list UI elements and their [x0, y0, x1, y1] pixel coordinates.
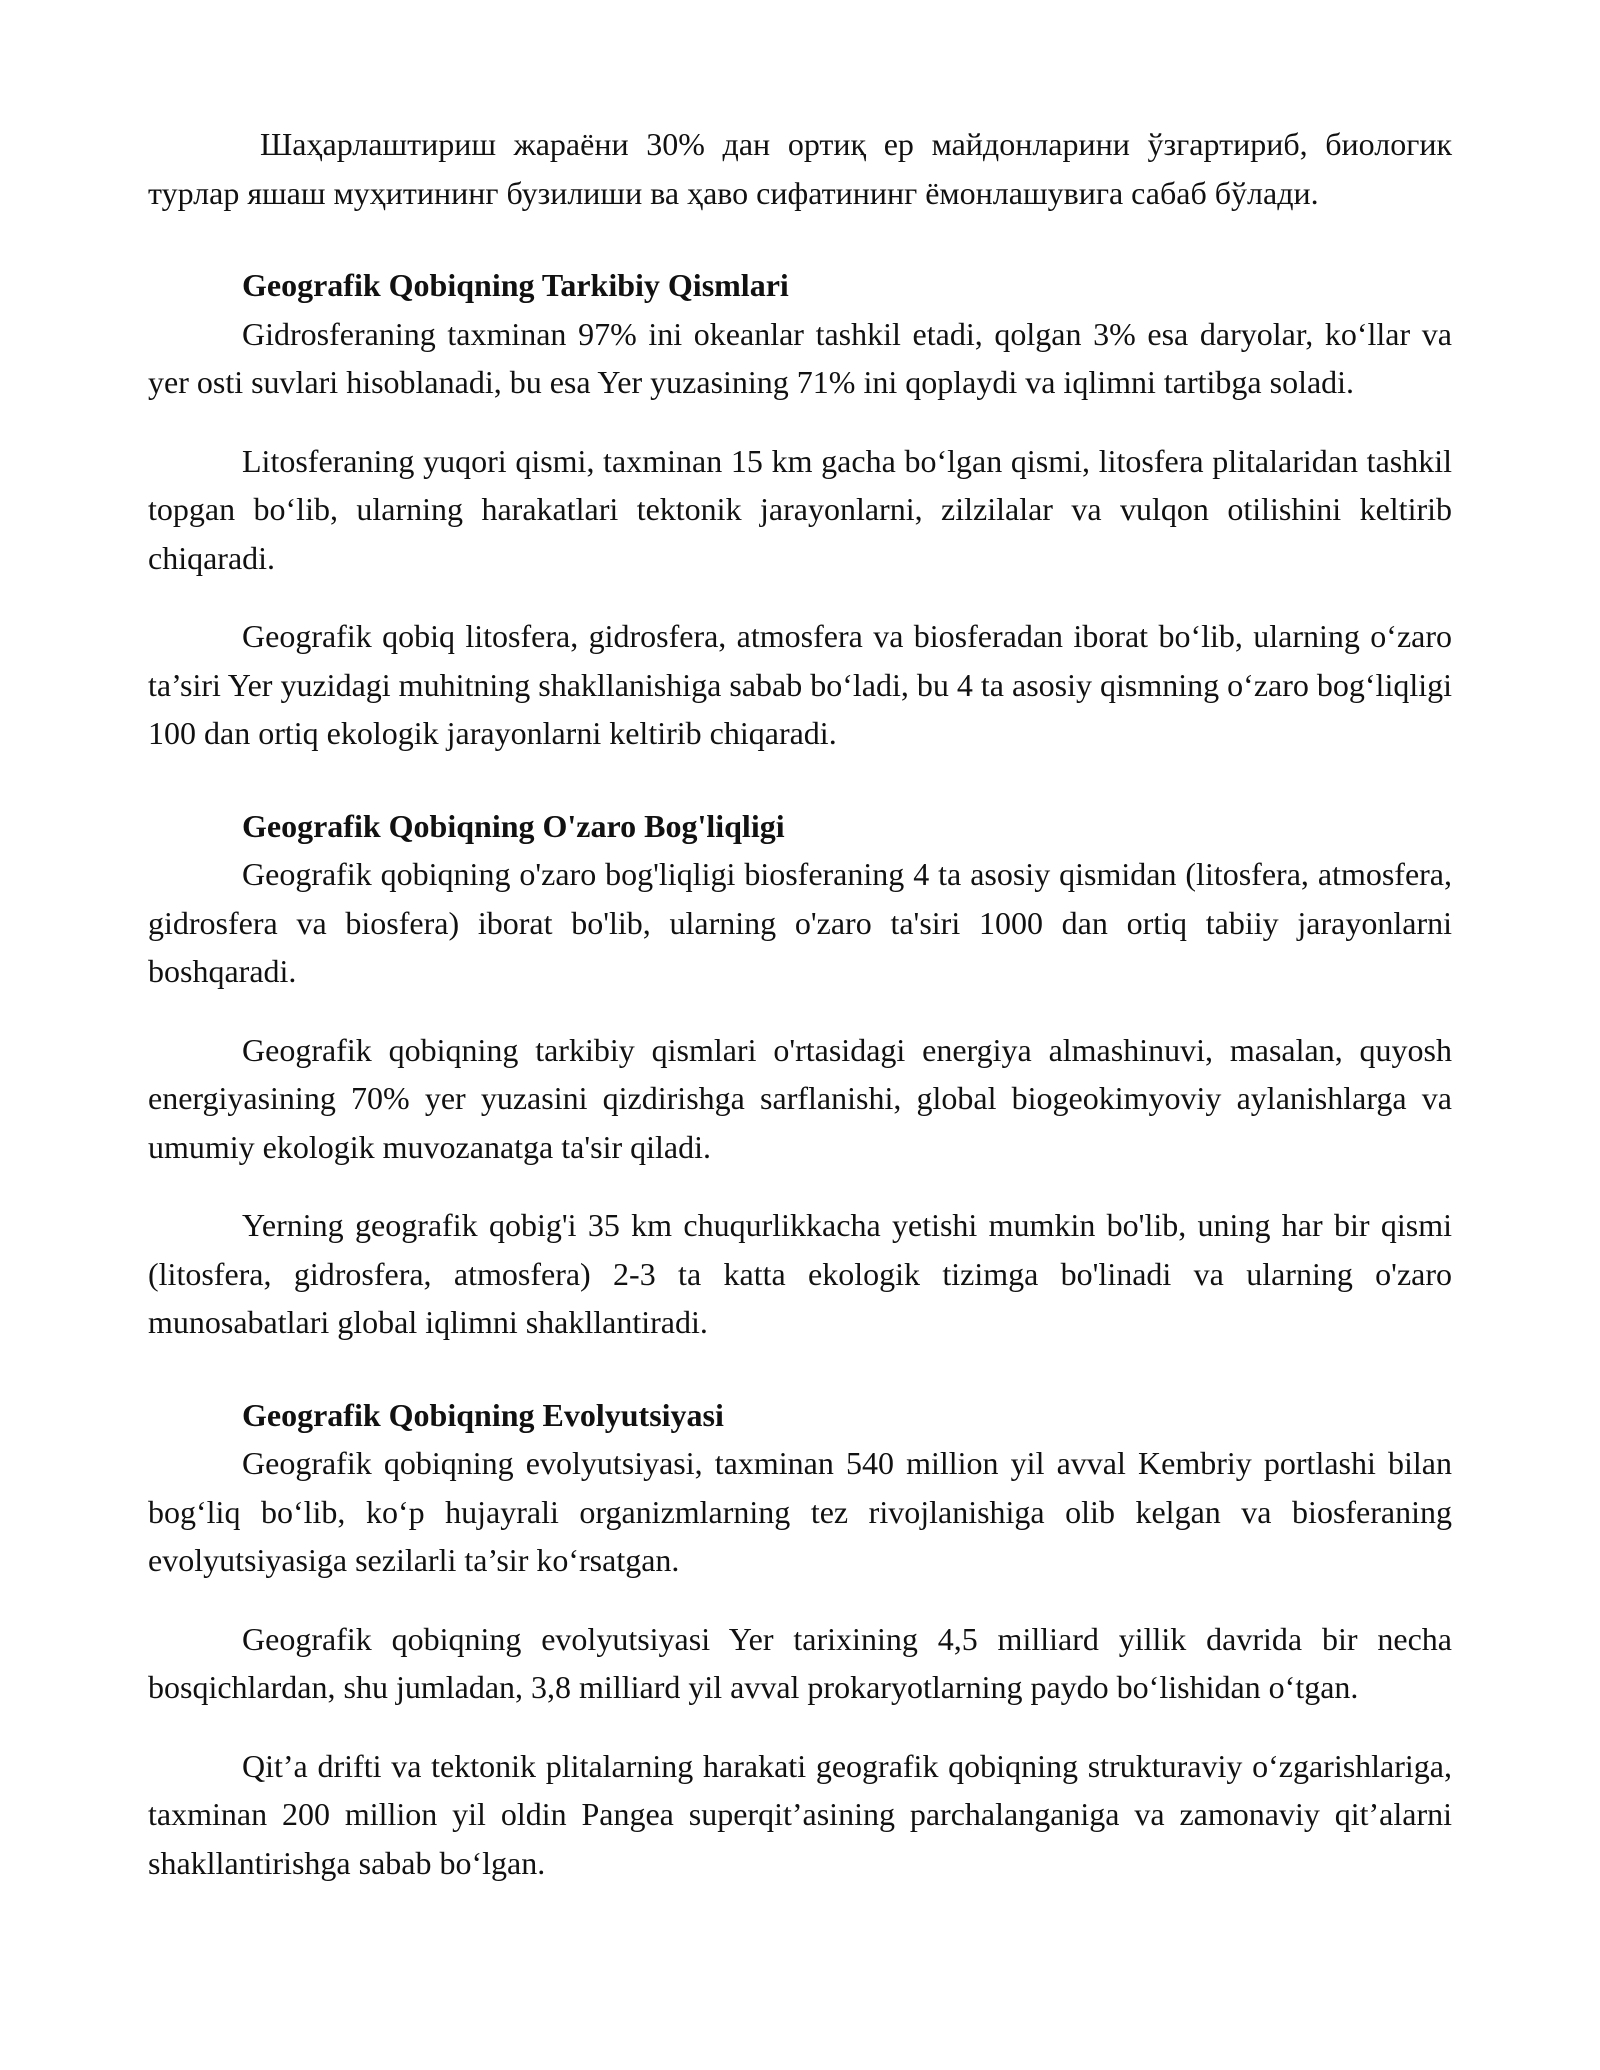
document-body [148, 120, 1452, 1887]
paragraph-kembriy-portlashi: Geografik qobiqning evolyutsiyasi, taxminan 540 million yil avval Kembriy portlashi bilan bog‘liq bo‘lib, ko‘p hujayrali organizmlarning tez rivojlanishiga olib kelgan va biosferaning evolyutsiyasiga sezilarli ta’sir ko‘rsatgan. [148, 1445, 1452, 1578]
section-heading-tarkibiy-qismlari: Geografik Qobiqning Tarkibiy Qismlari [242, 267, 789, 303]
paragraph-geografik-qobiq: Geografik qobiq litosfera, gidrosfera, atmosfera va biosferadan iborat bo‘lib, ularning o‘zaro ta’siri Yer yuzidagi muhitning shakllanishiga sabab bo‘ladi, bu 4 ta asosiy qismning o‘zaro bog‘liqligi 100 dan ortiq ekologik jarayonlarni keltirib chiqaradi. [148, 618, 1452, 751]
paragraph-ozaro-bogliqligi: Geografik qobiqning o'zaro bog'liqligi biosferaning 4 ta asosiy qismidan (litosfera, atmosfera, gidrosfera va biosfera) iborat bo'lib, ularning o'zaro ta'siri 1000 dan ortiq tabiiy jarayonlarni boshqaradi. [148, 856, 1452, 989]
paragraph-geografik-qobig-chuqurligi: Yerning geografik qobig'i 35 km chuqurlikkacha yetishi mumkin bo'lib, uning har bir qismi (litosfera, gidrosfera, atmosfera) 2-3 ta katta ekologik tizimga bo'linadi va ularning o'zaro munosabatlari global iqlimni shakllantiradi. [148, 1207, 1452, 1340]
paragraph-qita-drifti: Qit’a drifti va tektonik plitalarning harakati geografik qobiqning strukturaviy o‘zgarishlariga, taxminan 200 million yil oldin Pangea superqit’asining parchalanganiga va zamonaviy qit’alarni shakllantirishga sabab bo‘lgan. [148, 1747, 1452, 1881]
intro-paragraph: Шаҳарлаштириш жараёни 30% дан ортиқ ер майдонларини ўзгартириб, биологик турлар яшаш муҳитининг бузилиши ва ҳаво сифатининг ёмонлашувига сабаб бўлади. [148, 126, 1452, 211]
paragraph-energiya-almashinuvi: Geografik qobiqning tarkibiy qismlari o'rtasidagi energiya almashinuvi, masalan, quyosh energiyasining 70% yer yuzasini qizdirishga sarflanishi, global biogeokimyoviy aylanishlarga va umumiy ekologik muvozanatga ta'sir qiladi. [148, 1031, 1452, 1165]
section-heading-ozaro-bogliqligi: Geografik Qobiqning O'zaro Bog'liqligi [242, 807, 785, 844]
paragraph-gidrosfera: Gidrosferaning taxminan 97% ini okeanlar tashkil etadi, qolgan 3% esa daryolar, ko‘llar va yer osti suvlari hisoblanadi, bu esa Yer yuzasining 71% ini qoplaydi va iqlimni tartibga soladi. [148, 315, 1452, 400]
section-heading-evolyutsiyasi: Geografik Qobiqning Evolyutsiyasi [242, 1396, 724, 1433]
paragraph-yer-tarixi: Geografik qobiqning evolyutsiyasi Yer tarixining 4,5 milliard yillik davrida bir necha bosqichlardan, shu jumladan, 3,8 milliard yil avval prokaryotlarning paydo bo‘lishidan o‘tgan. [148, 1620, 1452, 1705]
paragraph-litosfera: Litosferaning yuqori qismi, taxminan 15 km gacha bo‘lgan qismi, litosfera plitalaridan tashkil topgan bo‘lib, ularning harakatlari tektonik jarayonlarni, zilzilalar va vulqon otilishini keltirib chiqaradi. [148, 442, 1452, 576]
